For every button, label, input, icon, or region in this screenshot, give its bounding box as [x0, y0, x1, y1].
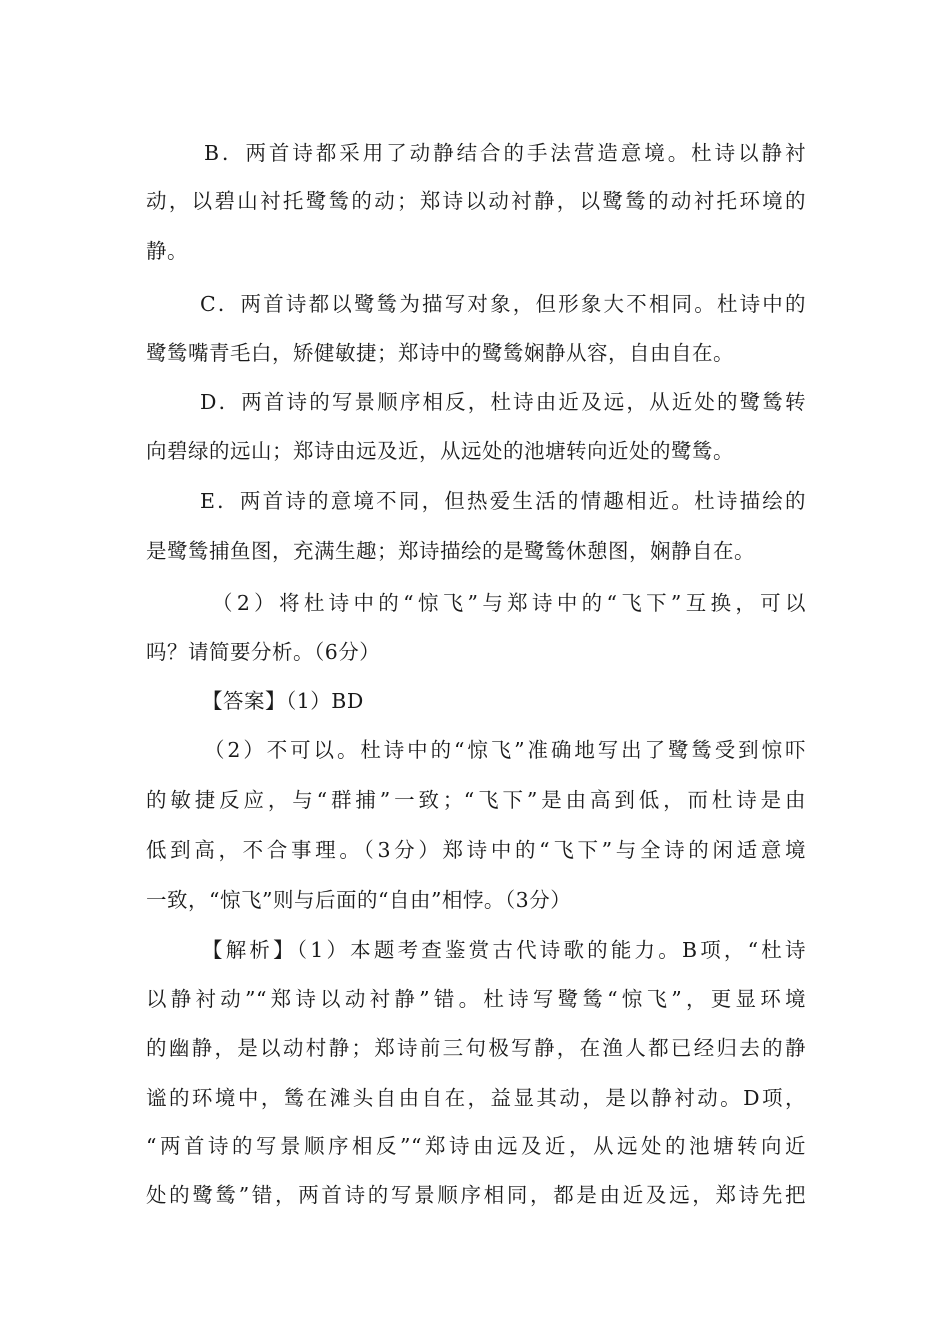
- text-line: D．两首诗的写景顺序相反，杜诗由近及远，从近处的鹭鸶转: [200, 390, 806, 414]
- text-line: （2）将杜诗中的“惊飞”与郑诗中的“飞下”互换，可以: [212, 591, 806, 615]
- text-line: 谧的环境中，鸶在滩头自由自在，益显其动，是以静衬动。D项，: [146, 1086, 806, 1110]
- text-line: 一致，“惊飞”则与后面的“自由”相悖。（3分）: [146, 888, 572, 912]
- text-line: （2）不可以。杜诗中的“惊飞”准确地写出了鹭鸶受到惊吓: [204, 738, 806, 762]
- text-line: E．两首诗的意境不同，但热爱生活的情趣相近。杜诗描绘的: [200, 489, 806, 513]
- text-line: 【答案】（1）BD: [202, 689, 364, 713]
- text-line: 低到高，不合事理。（3分）郑诗中的“飞下”与全诗的闲适意境: [146, 838, 806, 862]
- text-line: 动，以碧山衬托鹭鸶的动；郑诗以动衬静，以鹭鸶的动衬托环境的: [146, 189, 806, 213]
- text-line: 是鹭鸶捕鱼图，充满生趣；郑诗描绘的是鹭鸶休憩图，娴静自在。: [146, 539, 755, 563]
- text-line: 处的鹭鸶”错，两首诗的写景顺序相同，都是由近及远，郑诗先把: [146, 1183, 806, 1207]
- text-line: 以静衬动”“郑诗以动衬静”错。杜诗写鹭鸶“惊飞”，更显环境: [146, 987, 806, 1011]
- text-line: “两首诗的写景顺序相反”“郑诗由远及近，从远处的池塘转向近: [146, 1134, 806, 1158]
- text-line: 吗？请简要分析。（6分）: [146, 640, 381, 664]
- text-line: 【解析】（1）本题考查鉴赏古代诗歌的能力。B项，“杜诗: [202, 938, 806, 962]
- text-line: C．两首诗都以鹭鸶为描写对象，但形象大不相同。杜诗中的: [200, 292, 806, 316]
- text-line: 的敏捷反应，与“群捕”一致；“飞下”是由高到低，而杜诗是由: [146, 788, 806, 812]
- text-line: B．两首诗都采用了动静结合的手法营造意境。杜诗以静衬: [204, 141, 806, 165]
- text-line: 的幽静，是以动村静；郑诗前三句极写静，在渔人都已经归去的静: [146, 1036, 806, 1060]
- text-line: 鹭鸶嘴青毛白，矫健敏捷；郑诗中的鹭鸶娴静从容，自由自在。: [146, 341, 734, 365]
- text-line: 静。: [146, 239, 188, 263]
- text-line: 向碧绿的远山；郑诗由远及近，从远处的池塘转向近处的鹭鸶。: [146, 439, 734, 463]
